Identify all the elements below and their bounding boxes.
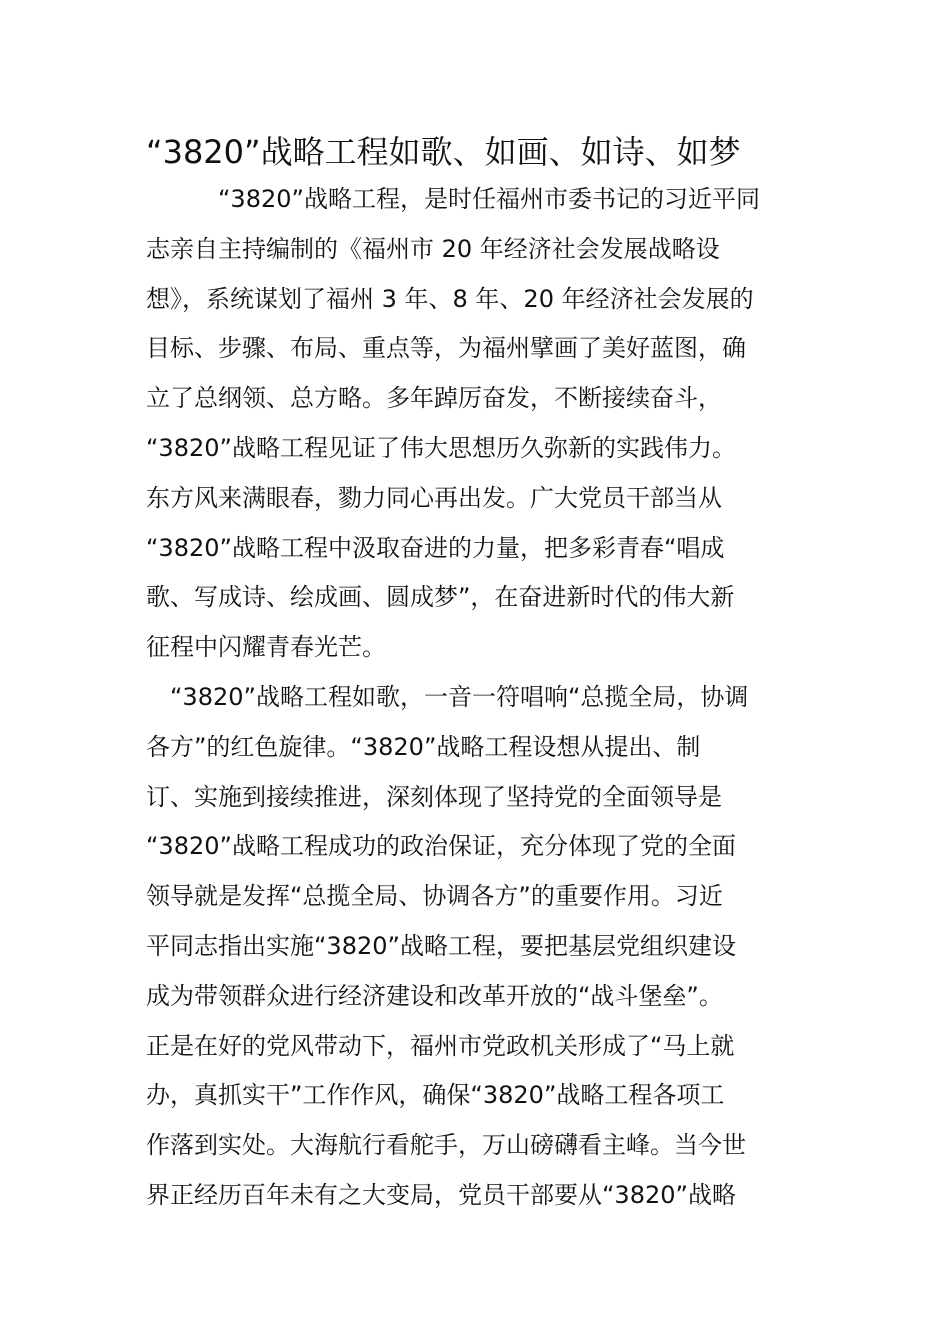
paragraph-line: 立了总纲领、总方略。多年踔厉奋发，不断接续奋斗， xyxy=(146,384,722,413)
paragraph-line: 各方”的红色旋律。“3820”战略工程设想从提出、制 xyxy=(146,732,701,761)
paragraph-line: 办，真抓实干”工作作风，确保“3820”战略工程各项工 xyxy=(146,1081,725,1110)
paragraph-line: 领导就是发挥“总揽全局、协调各方”的重要作用。习近 xyxy=(146,882,723,911)
paragraph-line: 界正经历百年未有之大变局，党员干部要从“3820”战略 xyxy=(146,1180,736,1209)
paragraph-line: 作落到实处。大海航行看舵手，万山磅礴看主峰。当今世 xyxy=(146,1131,746,1160)
paragraph-line: 平同志指出实施“3820”战略工程，要把基层党组织建设 xyxy=(146,931,736,960)
paragraph-line: “3820”战略工程中汲取奋进的力量，把多彩青春“唱成 xyxy=(146,533,725,562)
paragraph-line: 想》，系统谋划了福州 3 年、8 年、20 年经济社会发展的 xyxy=(146,284,754,313)
document-body xyxy=(146,175,826,1221)
paragraph-line: 正是在好的党风带动下，福州市党政机关形成了“马上就 xyxy=(146,1031,735,1060)
paragraph-line: 东方风来满眼春，勠力同心再出发。广大党员干部当从 xyxy=(146,483,722,512)
paragraph-line: 目标、步骤、布局、重点等，为福州擘画了美好蓝图，确 xyxy=(146,334,746,363)
paragraph-line: 歌、写成诗、绘成画、圆成梦”，在奋进新时代的伟大新 xyxy=(146,583,735,612)
paragraph-line: 征程中闪耀青春光芒。 xyxy=(146,633,386,662)
paragraph-line: “3820”战略工程见证了伟大思想历久弥新的实践伟力。 xyxy=(146,433,736,462)
document-title: “3820”战略工程如歌、如画、如诗、如梦 xyxy=(146,133,741,171)
paragraph-line: 志亲自主持编制的《福州市 20 年经济社会发展战略设 xyxy=(146,234,720,263)
paragraph-line: 成为带领群众进行经济建设和改革开放的“战斗堡垒”。 xyxy=(146,981,723,1010)
paragraph-line: “3820”战略工程如歌，一音一符唱响“总揽全局，协调 xyxy=(170,682,749,711)
paragraph-line: “3820”战略工程，是时任福州市委书记的习近平同 xyxy=(218,185,760,213)
paragraph-line: “3820”战略工程成功的政治保证，充分体现了党的全面 xyxy=(146,832,736,861)
paragraph-line: 订、实施到接续推进，深刻体现了坚持党的全面领导是 xyxy=(146,782,722,811)
